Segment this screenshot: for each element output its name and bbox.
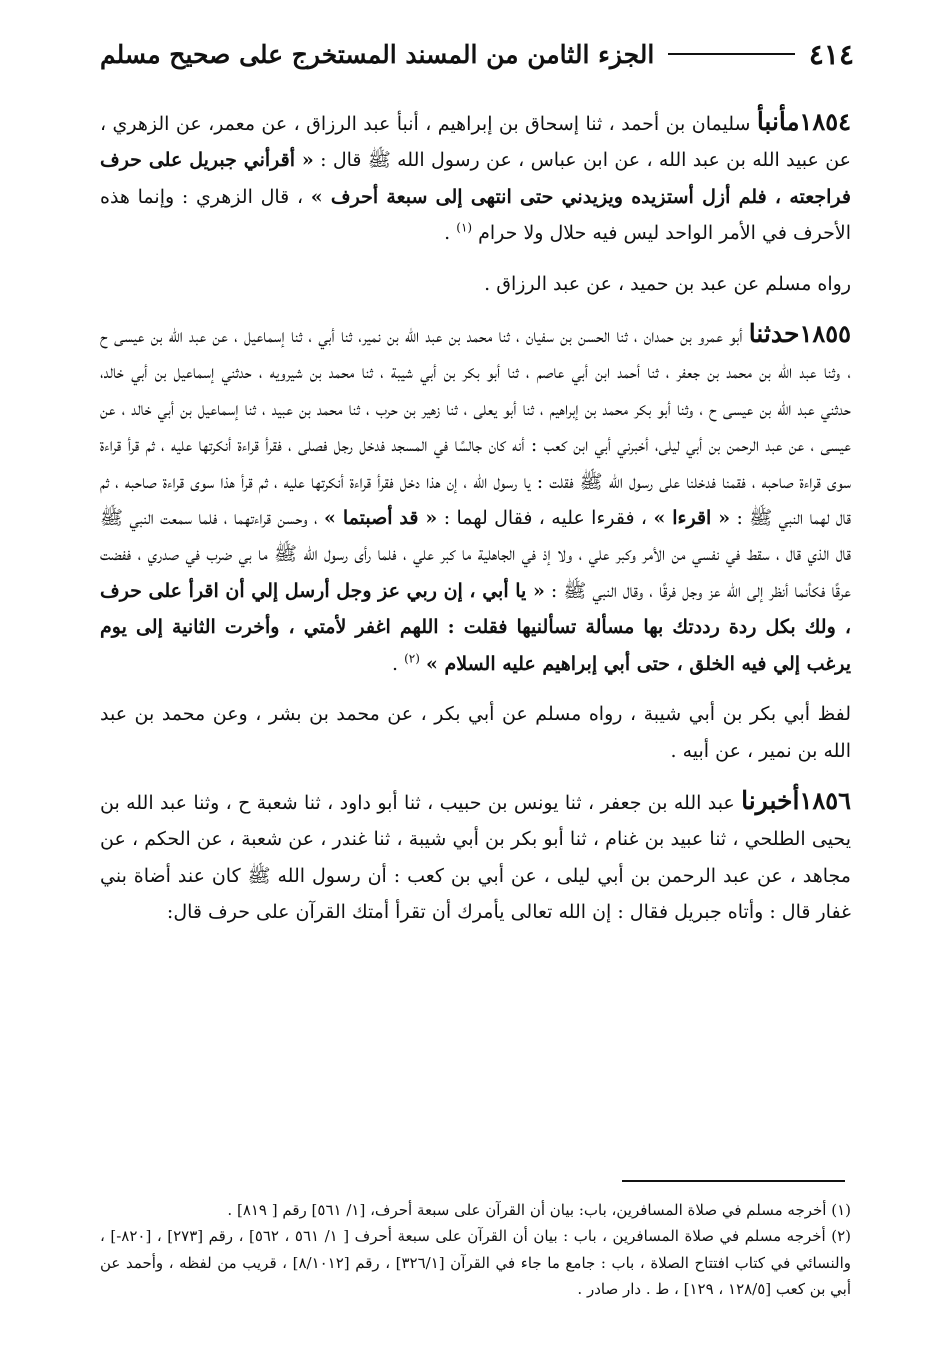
transmission-verb: أخبرنا (741, 785, 800, 815)
spacer (100, 769, 851, 783)
hadith-quote: « أقرأني جبريل على حرف فراجعته ، فلم أزل أستزيده ويزيدني حتى انتهى إلى سبعة أحرف » (100, 149, 851, 208)
punctuation: . (444, 222, 451, 245)
running-title: الجزء الثامن من المسند المستخرج على صحيح مسلم (100, 39, 655, 69)
isnad-text: عبد الله بن جعفر ، ثنا يونس بن حبيب ، ثنا أبو داود ، ثنا شعبة ح ، وثنا عبد الله بن يحيى الطلحي ، ثنا عبيد بن غنام ، ثنا أبو بكر بن أبي شيبة ، ثنا غندر ، عن شعبة ، عن الحكم ، عن مجاهد ، عن عبد الرحمن بن أبي ليلى ، عن أبي بن كعب : أن رسول الله ﷺ كان عند أضاة بني غفار قال : وأتاه جبريل فقال : إن الله تعالى يأمرك أن تقرأ أمتك القرآن على حرف قال: (100, 791, 851, 924)
page-number: ٤١٤ (808, 37, 854, 71)
spacer (100, 302, 851, 316)
isnad-text: سليمان بن أحمد ، ثنا إسحاق بن إبراهيم ، أنبأ عبد الرزاق ، عن معمر، عن الزهري ، عن عبيد الله بن عبد الله ، عن ابن عباس ، عن رسول الله ﷺ قال : (100, 113, 851, 172)
narrative-text: ، وحسن قراءتهما ، فلما سمعت النبي ﷺ قال الذي قال ، سقط في نفسي من الأمر وكبر علي ، ولا إذ في الجاهلية ما كبر علي ، فلما رأى رسول الله ﷺ ما بي ضرب في صدري ، ففضت عرقًا فكأنما أنظر إلى الله عز وجل فرقًا ، وقال النبي ﷺ : (100, 507, 851, 602)
hadith-1856 (100, 783, 851, 931)
spacer (100, 252, 851, 266)
header-rule (668, 53, 795, 55)
footnote-separator (622, 1180, 845, 1182)
running-header (100, 30, 854, 78)
footnote-marker: (٢) (404, 651, 420, 666)
spacer (100, 682, 851, 696)
transmission-verb: أنبأ (756, 107, 787, 136)
footnote-1: (١) أخرجه مسلم في صلاة المسافرين، باب: بيان أن القرآن على سبعة أحرف، [١/ ٥٦١] رقم [ ٨١٩] . (227, 1201, 851, 1219)
footnote-marker: (١) (456, 220, 473, 235)
hadith-number: ١٨٥٦ (799, 785, 851, 815)
hadith-quote: « قد أصبتما » (324, 507, 438, 530)
footnotes (100, 1197, 851, 1303)
takhrij-1855: لفظ أبي بكر بن أبي شيبة ، رواه مسلم عن أبي بكر ، عن محمد بن بشر ، وعن محمد بن عبد الله بن نمير ، عن أبيه . (100, 703, 851, 762)
narrative-text: ، فقرءا عليه ، فقال لهما : (443, 507, 648, 530)
main-text (100, 104, 851, 931)
hadith-number: ١٨٥٤م (786, 107, 851, 136)
hadith-1854 (100, 104, 851, 252)
hadith-1855 (100, 316, 851, 682)
hadith-number: ١٨٥٥ (799, 319, 851, 349)
takhrij-1854: رواه مسلم عن عبد بن حميد ، عن عبد الرزاق . (484, 272, 851, 295)
isnad-text: أبو عمرو بن حمدان ، ثنا الحسن بن سفيان ، ثنا محمد بن عبد الله بن نمير، ثنا أبي ، ثنا إسماعيل ، عن عبد الله بن عيسى ح ، وثنا عبد الله بن محمد بن جعفر ، ثنا أحمد ابن أبي عاصم ، ثنا أبو بكر بن أبي شيبة ، ثنا محمد بن شيرويه ، حدثني إسماعيل بن أبي خالد، حدثني عبد الله بن عيسى ح ، وثنا أبو بكر محمد بن إبراهيم ، ثنا أبو يعلى ، ثنا زهير بن حرب ، ثنا محمد بن عبيد ، ثنا إسماعيل بن أبي خالد ، عن عيسى ، عن عبد الرحمن بن أبي ليلى، أخبرني أبي ابن كعب : أنه كان جالسًا في المسجد فدخل رجل فصلى ، فقرأ قراءة أنكرتها عليه ، ثم قرأ قراءة سوى قراءة صاحبه ، فقمنا فدخلنا على رسول الله ﷺ فقلت : يا رسول الله ، إن هذا دخل فقرأ قراءة أنكرتها عليه ، ثم قرأ هذا سوى قراءة صاحبه ، ثم قال لهما النبي ﷺ : (100, 325, 852, 530)
punctuation: . (392, 652, 399, 675)
hadith-quote: « اقرءا » (653, 507, 731, 530)
hadith-quote: « يا أبي ، إن ربي عز وجل أرسل إلي أن اقرأ على حرف ، ولك بكل ردة رددتك بها مسألة تسألنيها فقلت : اللهم اغفر لأمتي ، وأخرت الثانية إلى يوم يرغب إلي فيه الخلق ، حتى أبي إبراهيم عليه السلام » (100, 579, 851, 675)
footnote-2: (٢) أخرجه مسلم في صلاة المسافرين ، باب : بيان أن القرآن على سبعة أحرف [ ١/ ٥٦١ ، ٥٦٢] ، رقم [٢٧٣] ، [٨٢٠-] ، والنسائي في كتاب افتتاح الصلاة ، باب : جامع ما جاء في القرآن [٣٢٦/١] ، رقم [٨/١٠١٢] ، قريب من لفظه ، وأحمد عن أبي بن كعب [١٢٨/٥ ، ١٢٩] ، ط . دار صادر . (100, 1227, 851, 1299)
transmission-verb: حدثنا (748, 319, 800, 349)
commentary-text: ، قال الزهري : وإنما هذه الأحرف في الأمر الواحد ليس فيه حلال ولا حرام (100, 185, 851, 245)
